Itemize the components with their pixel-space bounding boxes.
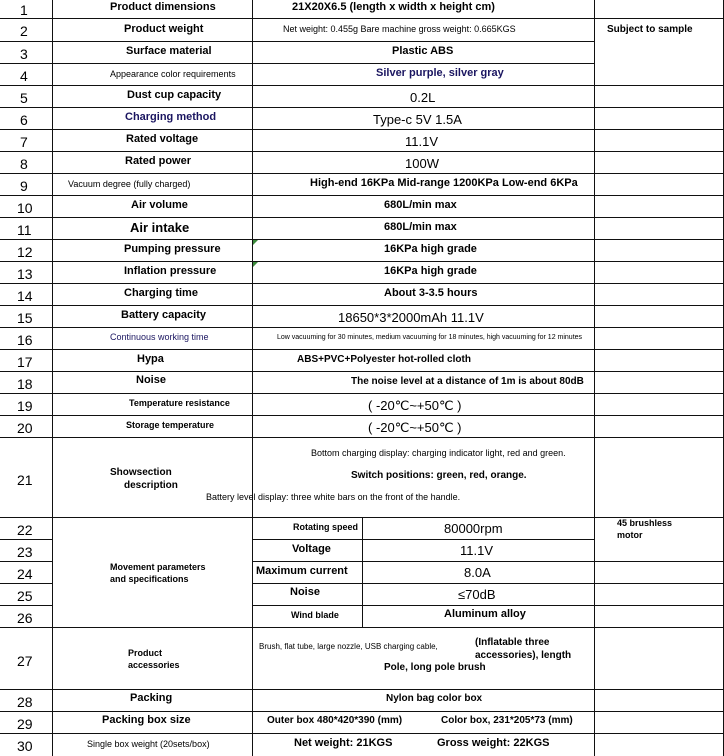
row-label: Noise [136, 374, 166, 386]
grid-line [0, 415, 724, 416]
row-value: Battery level display: three white bars on the front of the handle. [206, 492, 461, 502]
grid-line [0, 349, 724, 350]
row-label: Wind blade [291, 610, 339, 620]
grid-line [0, 689, 724, 690]
grid-line [0, 195, 724, 196]
row-label: Product weight [124, 23, 204, 35]
grid-line [0, 393, 724, 394]
grid-line [252, 539, 594, 540]
grid-line [0, 605, 52, 606]
row-number: 3 [20, 46, 28, 62]
row-label: Dust cup capacity [127, 89, 222, 101]
row-number: 11 [17, 222, 32, 238]
row-number: 15 [17, 310, 33, 326]
row-value: ≤70dB [458, 587, 496, 602]
row-label: Rotating speed [293, 522, 359, 532]
row-value: Type-c 5V 1.5A [373, 112, 462, 127]
row-number: 16 [17, 332, 33, 348]
row-label: accessories [128, 660, 180, 670]
row-value: High-end 16KPa Mid-range 1200KPa Low-end 6KPa [310, 177, 578, 189]
grid-line [52, 0, 53, 756]
row-number: 2 [20, 23, 28, 39]
row-value: Outer box 480*420*390 (mm) [267, 715, 403, 726]
remark-note: 45 brushless [617, 518, 673, 528]
row-label: Vacuum degree (fully charged) [68, 179, 191, 189]
row-label: and specifications [110, 574, 189, 584]
grid-line [0, 711, 724, 712]
row-number: 17 [17, 354, 33, 370]
row-value: 16KPa high grade [384, 243, 477, 255]
row-label: Temperature resistance [129, 398, 230, 408]
row-value: Brush, flat tube, large nozzle, USB charging cable, [259, 642, 438, 651]
row-number: 30 [17, 738, 33, 754]
row-value: 680L/min max [384, 199, 457, 211]
grid-line [0, 371, 724, 372]
row-label: description [124, 480, 178, 491]
row-number: 26 [17, 610, 33, 626]
row-number: 23 [17, 544, 33, 560]
row-value: 11.1V [405, 134, 439, 149]
grid-line [0, 583, 52, 584]
row-value: Net weight: 21KGS [294, 737, 393, 749]
row-value: Bottom charging display: charging indicator light, red and green. [311, 448, 566, 458]
grid-line [0, 18, 724, 19]
grid-line [0, 283, 724, 284]
grid-line [252, 0, 253, 756]
grid-line [0, 63, 594, 64]
row-number: 7 [20, 134, 28, 150]
row-label: Packing [130, 692, 173, 704]
row-number: 19 [17, 398, 33, 414]
row-value: 100W [405, 156, 439, 171]
row-label: Continuous working time [110, 332, 209, 342]
grid-line [0, 437, 724, 438]
grid-line [0, 129, 724, 130]
row-label: Single box weight (20sets/box) [87, 739, 210, 749]
row-value: 11.1V [460, 543, 494, 558]
row-value: Nylon bag color box [386, 693, 483, 704]
row-value: 16KPa high grade [384, 265, 477, 277]
row-label: Maximum current [256, 565, 348, 577]
row-label: Noise [290, 586, 320, 598]
grid-line [252, 605, 724, 606]
row-label: Voltage [292, 543, 331, 555]
grid-line [362, 517, 363, 627]
row-number: 29 [17, 716, 33, 732]
grid-line [252, 561, 724, 562]
row-value: Silver purple, silver gray [376, 67, 504, 79]
grid-line [0, 85, 724, 86]
cell-note-marker [253, 240, 258, 245]
row-label: Air intake [130, 220, 190, 235]
row-label: Charging time [124, 287, 198, 299]
grid-line [0, 173, 724, 174]
row-label: Product [128, 648, 163, 658]
row-number: 25 [17, 588, 33, 604]
row-label: Movement parameters [110, 562, 206, 572]
row-number: 14 [17, 288, 33, 304]
row-value: Net weight: 0.455g Bare machine gross weight: 0.665KGS [283, 24, 516, 34]
row-number: 6 [20, 112, 28, 128]
row-value: 680L/min max [384, 221, 457, 233]
row-value: 0.2L [410, 90, 436, 105]
row-label: Packing box size [102, 714, 191, 726]
row-value: Aluminum alloy [444, 608, 526, 620]
grid-line [594, 0, 595, 756]
row-value: Plastic ABS [392, 45, 454, 57]
grid-line [0, 107, 724, 108]
grid-line [252, 583, 724, 584]
row-number: 8 [20, 156, 28, 172]
row-value: About 3-3.5 hours [384, 287, 478, 299]
row-label: Charging method [125, 111, 217, 123]
row-label: Inflation pressure [124, 265, 217, 277]
row-value: (Inflatable three [475, 637, 550, 648]
row-label: Battery capacity [121, 309, 206, 321]
row-value: Low vacuuming for 30 minutes, medium vacuuming for 18 minutes, high vacuuming for 12 minutes [277, 334, 583, 341]
row-value: Switch positions: green, red, orange. [351, 470, 527, 481]
row-label: Showsection [110, 467, 172, 478]
row-value: Color box, 231*205*73 (mm) [441, 715, 573, 726]
row-label: Appearance color requirements [110, 69, 236, 79]
row-number: 18 [17, 376, 33, 392]
grid-line [0, 217, 724, 218]
row-label: Product dimensions [110, 1, 216, 13]
row-value: 21X20X6.5 (length x width x height cm) [292, 1, 495, 13]
row-value: The noise level at a distance of 1m is about 80dB [351, 376, 584, 387]
row-label: Pumping pressure [124, 243, 221, 255]
row-value: Pole, long pole brush [384, 662, 486, 673]
row-number: 4 [20, 68, 28, 84]
grid-line [0, 305, 724, 306]
row-label: Rated power [125, 155, 192, 167]
remark-note: motor [617, 530, 643, 540]
row-value: 18650*3*2000mAh 11.1V [338, 310, 484, 325]
row-number: 20 [17, 420, 33, 436]
row-label: Air volume [131, 199, 188, 211]
row-value: 80000rpm [444, 521, 503, 536]
row-label: Rated voltage [126, 133, 199, 145]
row-number: 27 [17, 653, 33, 669]
row-label: Storage temperature [126, 420, 215, 430]
grid-line [0, 239, 724, 240]
cell-note-marker [253, 262, 258, 267]
grid-line [0, 561, 52, 562]
row-value: ( -20℃~+50℃ ) [368, 420, 462, 435]
grid-line [0, 539, 52, 540]
row-number: 24 [17, 566, 33, 582]
grid-line [0, 41, 594, 42]
row-label: Hypa [137, 353, 164, 365]
row-number: 1 [20, 2, 28, 18]
row-label: Surface material [126, 45, 212, 57]
row-value: ABS+PVC+Polyester hot-rolled cloth [297, 354, 471, 365]
row-number: 13 [17, 266, 33, 282]
row-value: ( -20℃~+50℃ ) [368, 398, 462, 413]
row-value: 8.0A [464, 565, 491, 580]
grid-line [0, 327, 724, 328]
grid-line [0, 627, 724, 628]
grid-line [0, 151, 724, 152]
row-number: 12 [17, 244, 33, 260]
row-number: 28 [17, 694, 33, 710]
row-value: Gross weight: 22KGS [437, 737, 550, 749]
row-value: accessories), length [475, 650, 572, 661]
row-number: 22 [17, 522, 33, 538]
row-number: 10 [17, 200, 33, 216]
remark-note: Subject to sample [607, 24, 693, 35]
row-number: 9 [20, 178, 28, 194]
row-number: 5 [20, 90, 28, 106]
row-number: 21 [17, 472, 33, 488]
grid-line [0, 733, 724, 734]
grid-line [0, 261, 724, 262]
